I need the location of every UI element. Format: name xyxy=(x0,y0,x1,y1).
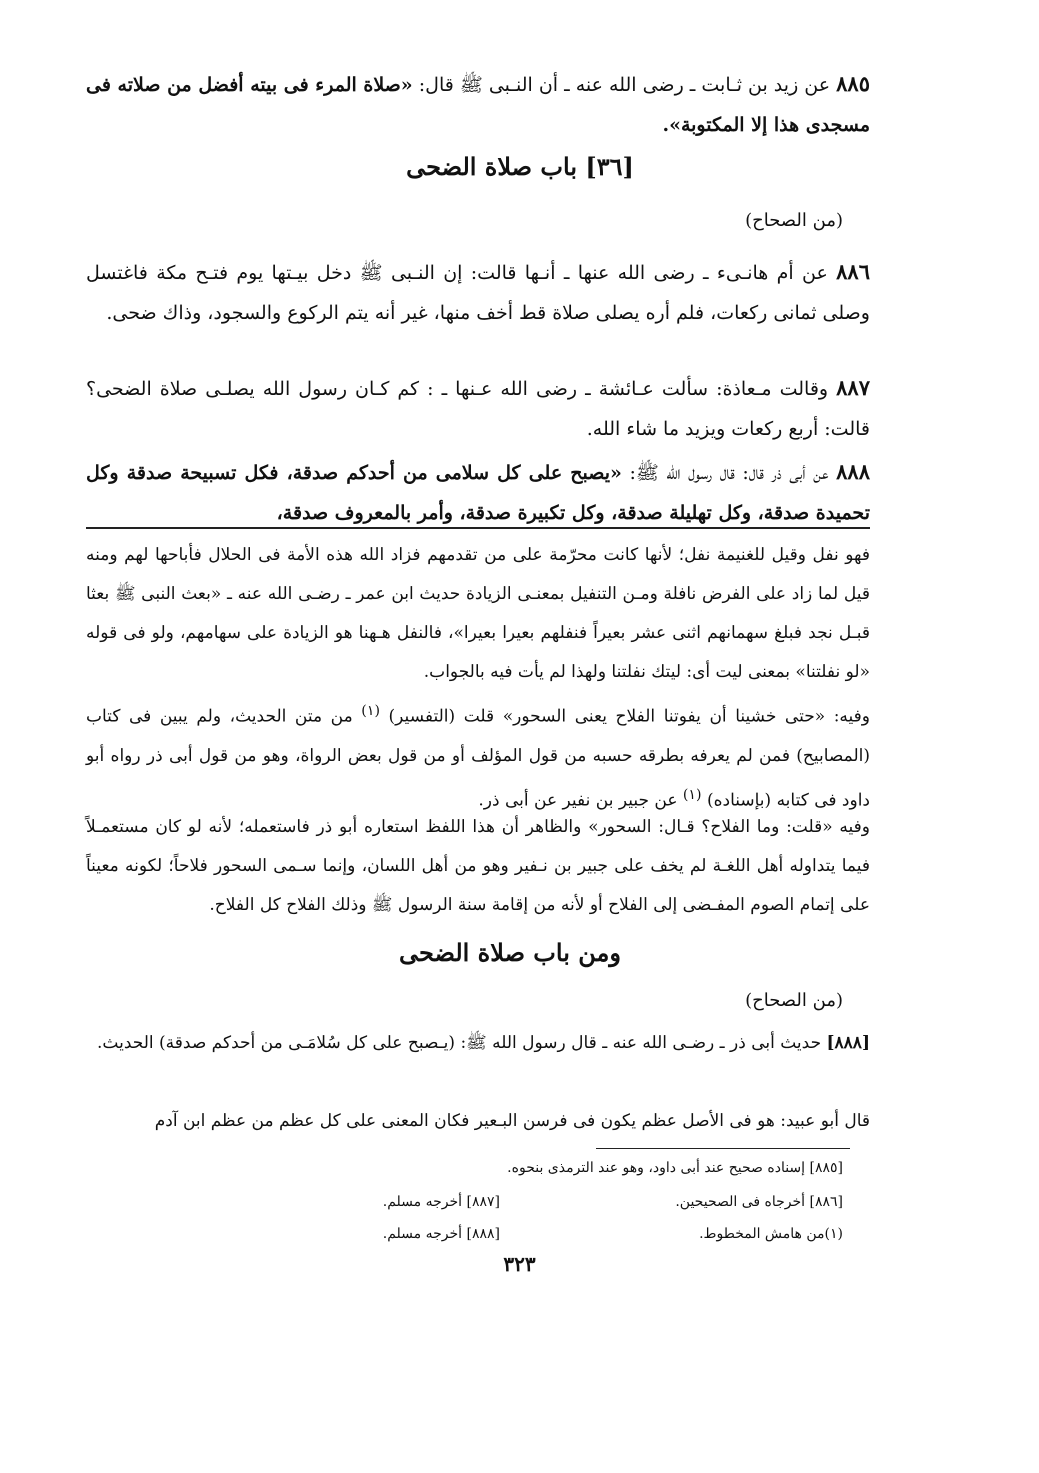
commentary-text: عن جبير بن نفير عن أبى ذر. xyxy=(478,790,678,811)
commentary-paragraph: قال أبو عبيد: هو فى الأصل عظم يكون فى فرسن البـعير فكان المعنى على كل عظم من عظم ابن آدم xyxy=(154,1111,870,1131)
hadith-reference: [٨٨٨] xyxy=(826,1033,870,1053)
commentary-paragraph: فهو نفل وقيل للغنيمة نفل؛ لأنها كانت محرّمة على من تقدمهم فزاد الله هذه الأمة فى الحلال فأباحها لهم ومنه قيل لما زاد على الفرض نافلة ومـن التنفيل بمعنـى الزيادة حديث ابن عمر ـ رضـى الله عنه ـ «بعث النبى ﷺ بعثا قبـل نجد فبلغ سهمانهم اثنى عشر بعيراً فنفلهم بعيرا بعيرا»، فالنفل هـهنا هو الزيادة على سهامهم، ولو فى قوله «لو نفلتنا» بمعنى ليت أى: ليتك نفلتنا ولهذا لم يأت فيه بالجواب. xyxy=(86,545,870,682)
hadith-number: ٨٨٦ xyxy=(836,259,870,284)
hadith-text: عن زيد بن ثـابت ـ رضى الله عنه ـ أن النـبى ﷺ قال: xyxy=(418,74,831,96)
chapter-title: [٣٦] باب صلاة الضحى xyxy=(406,152,634,181)
commentary-text: وفيه: «حتى خشينا أن يفوتنا الفلاح يعنى السحور» قلت (التفسير) xyxy=(388,706,871,727)
separator-line xyxy=(86,527,870,529)
footnote-888: [٨٨٨] أخرجه مسلم. xyxy=(382,1226,500,1242)
hadith-text: عن أم هانـىء ـ رضى الله عنها ـ أنـها قالت: إن النـبى ﷺ دخل بيـتها يوم فتـح مكة فاغتسل وصلى ثمانى ركعات، فلم أره يصلى صلاة قط أخف منها، غير أنه يتم الركوع والسجود، وذاك ضحى. xyxy=(86,262,870,324)
hadith-number: ٨٨٥ xyxy=(836,71,870,96)
hadith-number: ٨٨٨ xyxy=(836,459,870,484)
footnote-886: [٨٨٦] أخرجاه فى الصحيحين. xyxy=(675,1194,843,1210)
commentary-paragraph: وفيه «قلت: وما الفلاح؟ قـال: السحور» والظاهر أن هذا اللفظ استعاره أبو ذر فاستعمله؛ لأنه لو كان مستعمـلاً فيما يتداوله أهل اللغـة لم يخف على جبير بن نـفير وهو من أهل اللسان، وإنما سـمى السحور فلاحاً؛ لكونه معيناً على إتمام الصوم المفـضى إلى الفلاح أو لأنه من إقامة سنة الرسول ﷺ وذلك الفلاح كل الفلاح. xyxy=(86,817,870,915)
footnote-marginal: (١)من هامش المخطوط. xyxy=(699,1226,843,1242)
commentary-paragraph xyxy=(86,692,870,820)
footnote-reference: (١) xyxy=(361,703,380,719)
commentary-text: من متن الحديث، ولم يبين فى كتاب (المصابيح) فمن لم يعرفه بطرقه حسبه من قول المؤلف أو من قول بعض الرواة، وهو من قول أبى ذر رواه أبو داود فى كتابه (بإسناده) xyxy=(86,706,870,811)
hadith-888 xyxy=(86,452,870,533)
page-number: ٣٢٣ xyxy=(503,1252,536,1276)
hadith-quote: «صلاة المرء فى بيته أفضل من صلاته فى مسجدى هذا إلا المكتوبة». xyxy=(86,74,870,136)
hadith-885 xyxy=(86,64,870,145)
footnote-885: [٨٨٥] إسناده صحيح عند أبى داود، وهو عند الترمذى بنحوه. xyxy=(507,1160,843,1176)
hadith-886 xyxy=(86,252,870,333)
hadith-quote: «يصبح على كل سلامى من أحدكم صدقة، فكل تسبيحة صدقة وكل تحميدة صدقة، وكل تهليلة صدقة، وكل تكبيرة صدقة، وأمر بالمعروف صدقة، xyxy=(86,462,870,524)
section-title: ومن باب صلاة الضحى xyxy=(399,938,621,967)
footnote-reference: (١) xyxy=(682,786,702,803)
footnote-887: [٨٨٧] أخرجه مسلم. xyxy=(382,1194,500,1210)
hadith-number: ٨٨٧ xyxy=(836,375,870,400)
hadith-text: وقالت مـعاذة: سألت عـائشة ـ رضى الله عـنها ـ : كم كـان رسول الله يصلـى صلاة الضحى؟ قالت: أربع ركعات ويزيد ما شاء الله. xyxy=(86,378,870,440)
source-label: (من الصحاح) xyxy=(745,210,843,231)
commentary-text: حديث أبى ذر ـ رضـى الله عنه ـ قال رسول الله ﷺ: (يـصبح على كل سُلامَـى من أحدكم صدقة) الحديث. xyxy=(97,1033,822,1053)
source-label: (من الصحاح) xyxy=(745,990,843,1011)
hadith-text: عن أبى ذر قال: قال رسول الله ﷺ: xyxy=(629,462,829,484)
hadith-887 xyxy=(86,368,870,449)
commentary-888 xyxy=(86,1024,870,1063)
footnote-separator xyxy=(596,1148,850,1149)
